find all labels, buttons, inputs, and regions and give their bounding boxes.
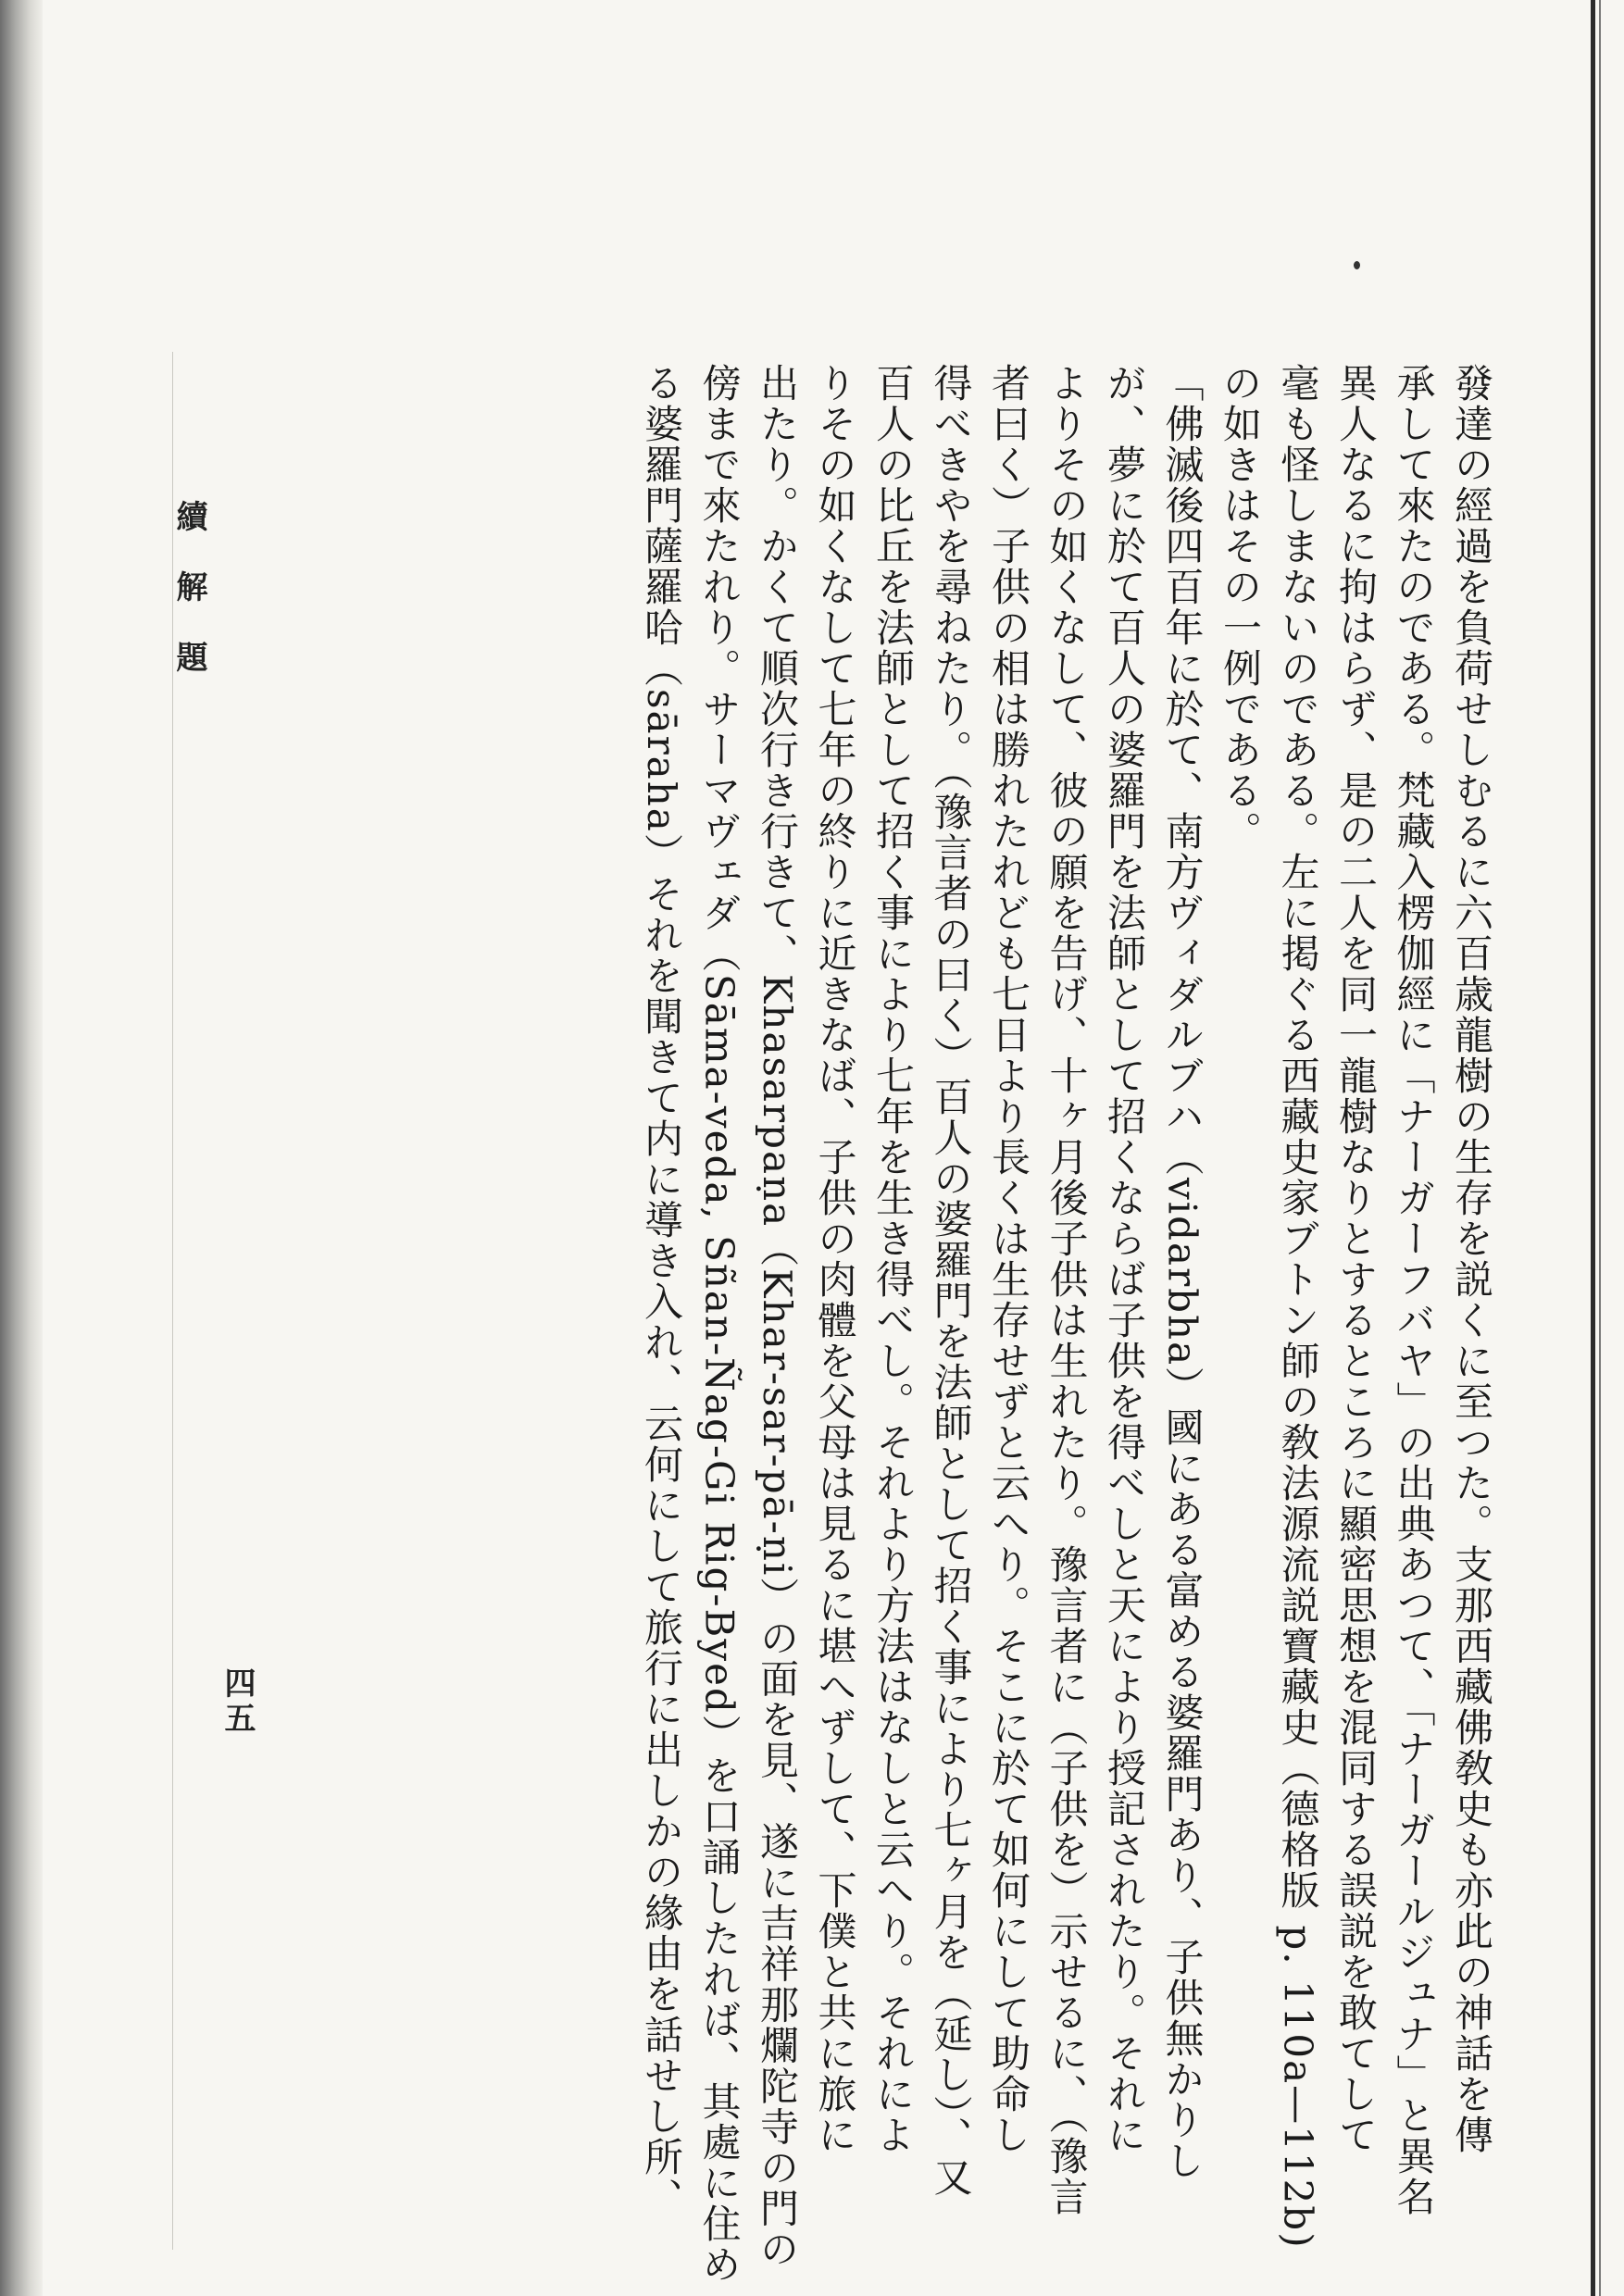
text-line-9: 者曰く）子供の相は勝れたれども七日より長くは生存せずと云へり。そこに於て如何にして助命し [986,363,1031,2155]
text-line-7: が、夢に於て百人の婆羅門を法師として招くならば子供を得べしと天により授記されたり。それに [1102,363,1147,2155]
text-line-14: 傍まで來たれり。サーマヴェダ（Sāma-veda, Sñan-Ñag-Gi Rig-Byed）を口誦したれば、其處に住め [696,363,743,2285]
text-line-3: 異人なるに拘はらず、是の二人を同一龍樹なりとするところに顯密思想を混同する誤説を敢てして [1333,363,1379,2155]
page-number: 四五 [219,1666,256,1737]
ink-speck [1354,261,1360,269]
text-line-15: る婆羅門薩羅哈（sāraha）それを聞きて内に導き入れ、云何にして旅行に出しかの緣由を話せし所、 [639,363,684,2218]
text-line-1: 發達の經過を負荷せしむるに六百歳龍樹の生存を説くに至つた。支那西藏佛敎史も亦此の神話を傳 [1449,363,1494,2155]
body-text [269,363,1500,2285]
text-line-2: 承して來たのである。梵藏入楞伽經に「ナーガーフバヤ」の出典あつて、「ナーガールジュナ」と異名 [1391,363,1437,2217]
text-line-8: よりその如くなして、彼の願を告げ、十ヶ月後子供は生れたり。豫言者に（子供を）示せるに、（豫言 [1043,363,1090,2217]
page-binding-shadow [0,0,43,2296]
text-line-5: の如きはその一例である。 [1218,363,1263,852]
text-line-10: 得べきやを尋ねたり。（豫言者の曰く）百人の婆羅門を法師として招く事により七ヶ月を（延し）、又 [928,363,974,2198]
text-line-4: 毫も怪しまないのである。左に掲ぐる西藏史家ブトン師の敎法源流説寶藏史（德格版 p. 110a—112b) [1275,363,1321,2250]
text-line-11: 百人の比丘を法師として招く事により七年を生き得べし。それより方法はなしと云へり。それによ [870,363,916,2155]
running-title: 續解題 [170,500,207,711]
right-border-rule-thin [1599,0,1601,2296]
text-line-6: 「佛滅後四百年に於て、南方ヴィダルブハ（vidarbha）國にある富める婆羅門あり、子供無かりし [1159,363,1206,2182]
text-line-13: 出たり。かくて順次行き行きて、Khasarpaṇa（Khar-sar-pā-ṇi）の面を見、遂に吉祥那爛陀寺の門の [755,363,800,2270]
text-line-12: りその如くなして七年の終りに近きなば、子供の肉體を父母は見るに堪へずして、下僕と共に旅に [812,363,858,2155]
right-border-rule [1591,0,1595,2296]
